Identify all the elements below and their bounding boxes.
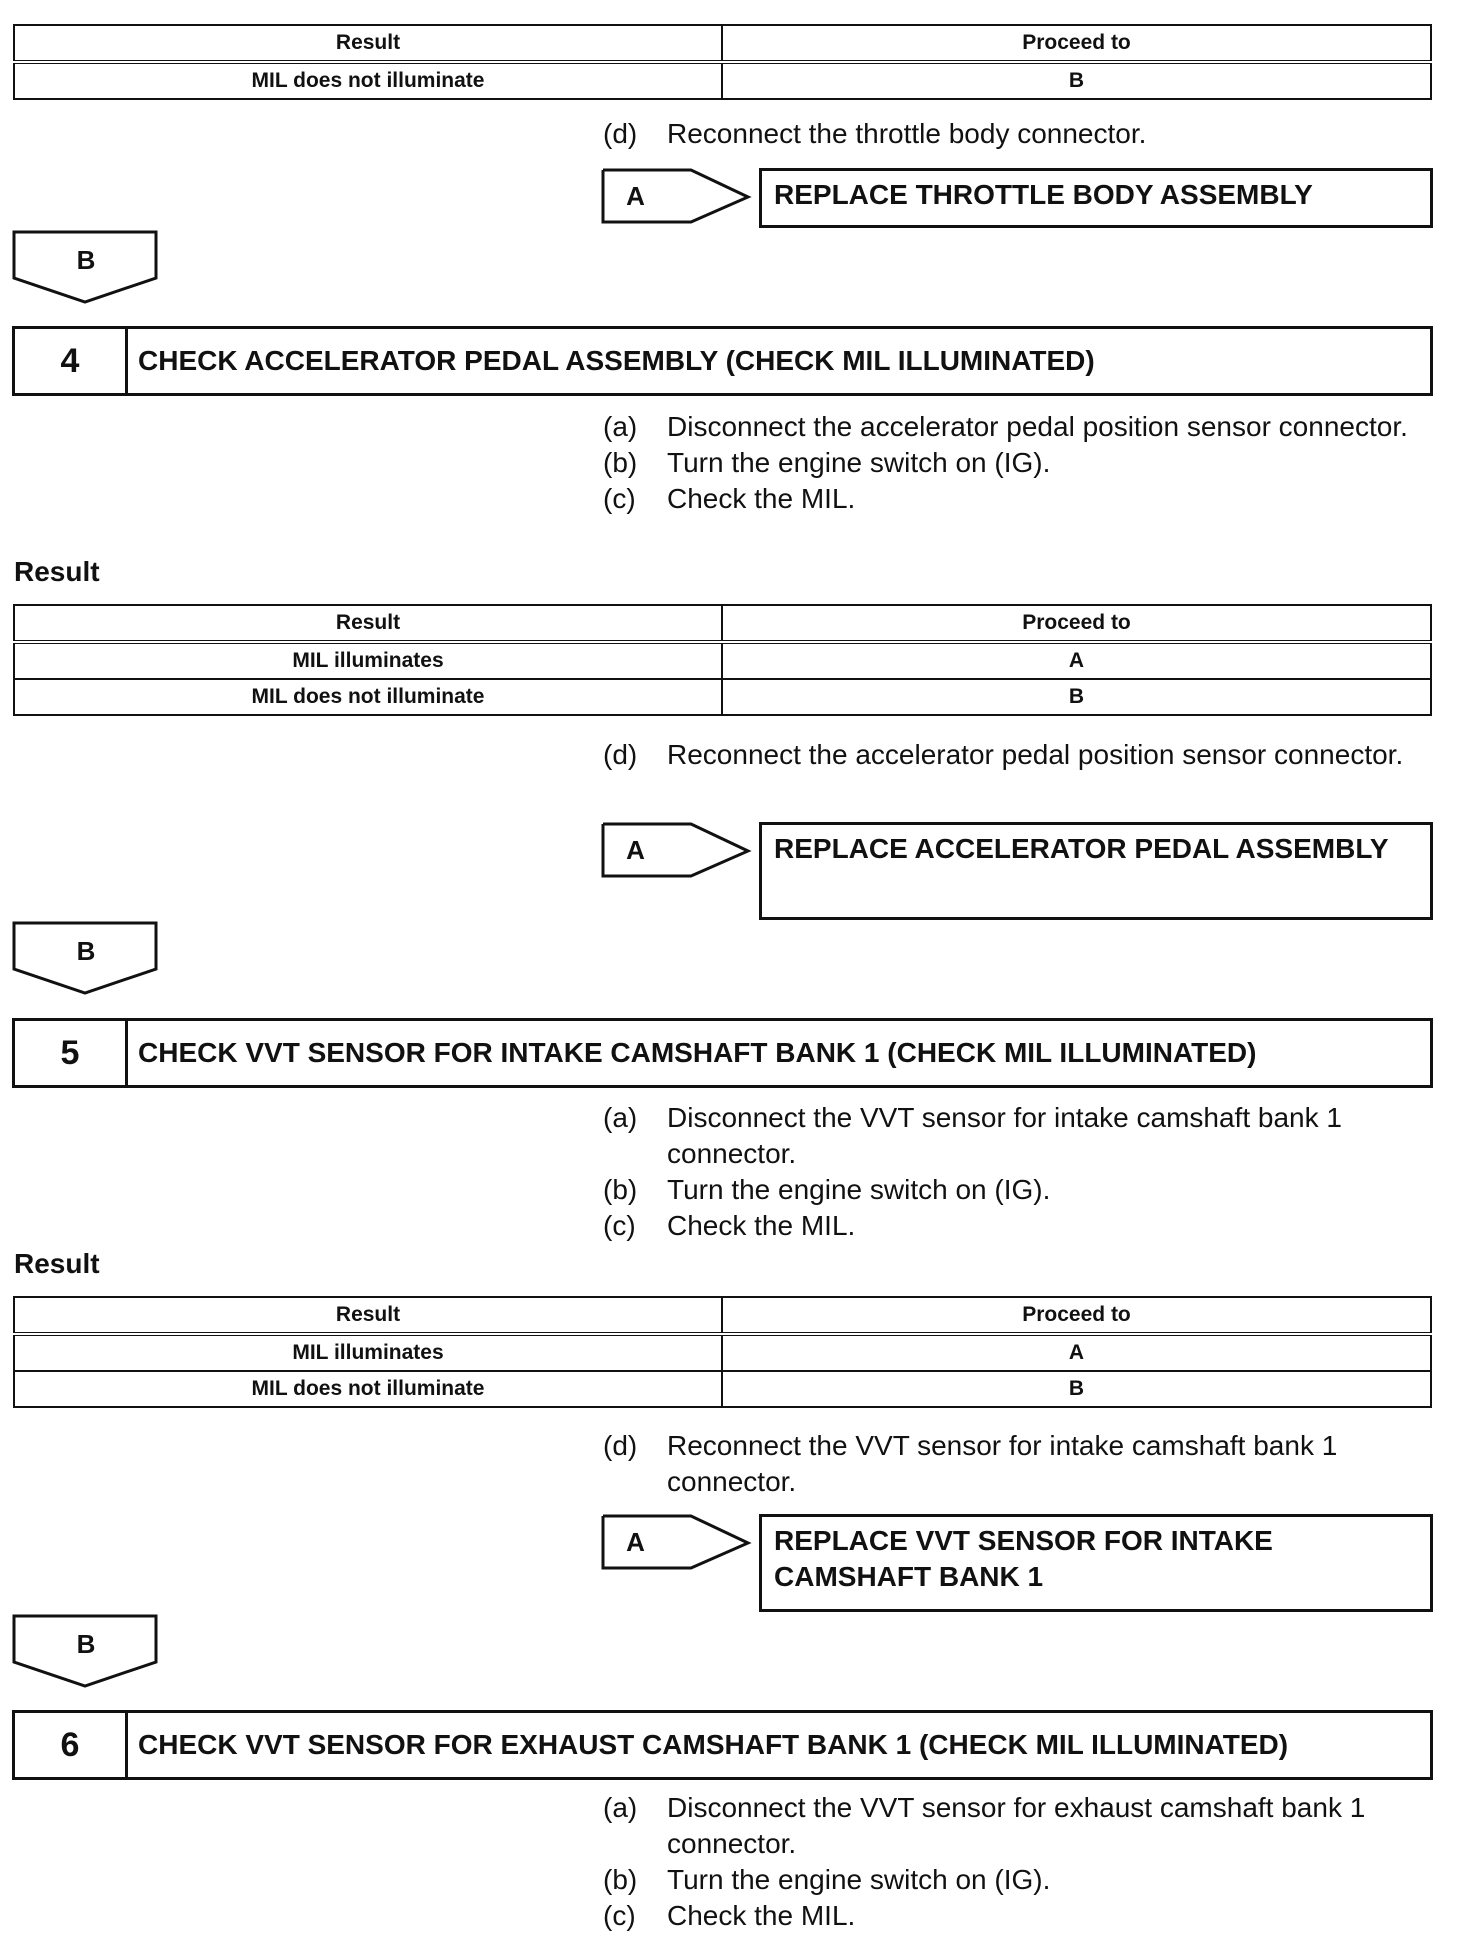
result-b-marker xyxy=(14,1616,158,1688)
result-table-sec4 xyxy=(13,604,1432,716)
result-b-marker xyxy=(14,923,158,995)
step-item xyxy=(603,1172,1433,1208)
replace-throttle-body-box: REPLACE THROTTLE BODY ASSEMBLY xyxy=(759,168,1433,228)
step-text: Check the MIL. xyxy=(667,483,856,514)
b-label: B xyxy=(76,1629,96,1659)
table-cell: B xyxy=(722,679,1431,715)
step-text: Turn the engine switch on (IG). xyxy=(667,1174,1051,1205)
step-text: Disconnect the VVT sensor for exhaust camshaft bank 1 connector. xyxy=(667,1792,1366,1859)
step-text: Turn the engine switch on (IG). xyxy=(667,447,1051,478)
table-cell: A xyxy=(722,642,1431,679)
section-header-6 xyxy=(12,1710,1433,1780)
step-item xyxy=(603,1790,1433,1862)
table-cell: MIL illuminates xyxy=(14,1334,722,1371)
step-label: (c) xyxy=(603,1210,636,1241)
step-item xyxy=(603,481,1433,517)
a-label: A xyxy=(626,835,645,865)
result-heading: Result xyxy=(14,556,100,587)
step-label: (d) xyxy=(603,118,638,149)
result-b-marker xyxy=(14,232,158,304)
step-label: (b) xyxy=(603,1174,638,1205)
section-header-5 xyxy=(12,1018,1433,1088)
table-header-proceed: Proceed to xyxy=(722,1297,1431,1334)
table-header-result: Result xyxy=(14,605,722,642)
step-label: (d) xyxy=(603,739,638,770)
step-text: Disconnect the accelerator pedal position sensor connector. xyxy=(667,411,1408,442)
table-header-proceed: Proceed to xyxy=(722,25,1431,62)
table-cell: MIL does not illuminate xyxy=(14,62,722,99)
step-label: (b) xyxy=(603,1864,638,1895)
step-text: Reconnect the throttle body connector. xyxy=(667,118,1147,149)
step-item xyxy=(603,1208,1433,1244)
step-item xyxy=(603,1898,1433,1934)
step-list-sec3-d xyxy=(603,116,1433,152)
step-text: Reconnect the accelerator pedal position sensor connector. xyxy=(667,739,1404,770)
replace-vvt-intake-box: REPLACE VVT SENSOR FOR INTAKE CAMSHAFT BANK 1 xyxy=(759,1514,1433,1612)
table-cell: B xyxy=(722,62,1431,99)
table-cell: B xyxy=(722,1371,1431,1407)
section-title: CHECK VVT SENSOR FOR INTAKE CAMSHAFT BANK 1 (CHECK MIL ILLUMINATED) xyxy=(138,1037,1257,1068)
b-label: B xyxy=(76,936,96,966)
step-list-sec4 xyxy=(603,409,1433,517)
step-text: Check the MIL. xyxy=(667,1900,856,1931)
step-label: (d) xyxy=(603,1430,638,1461)
table-header-result: Result xyxy=(14,25,722,62)
result-table-sec5 xyxy=(13,1296,1432,1408)
table-cell: A xyxy=(722,1334,1431,1371)
table-cell: MIL illuminates xyxy=(14,642,722,679)
step-label: (c) xyxy=(603,483,636,514)
table-row xyxy=(14,679,1431,715)
table-cell: MIL does not illuminate xyxy=(14,1371,722,1407)
table-header-proceed: Proceed to xyxy=(722,605,1431,642)
table-header-result: Result xyxy=(14,1297,722,1334)
step-label: (c) xyxy=(603,1900,636,1931)
replace-accelerator-pedal-box: REPLACE ACCELERATOR PEDAL ASSEMBLY xyxy=(759,822,1433,920)
step-text: Turn the engine switch on (IG). xyxy=(667,1864,1051,1895)
section-header-4 xyxy=(12,326,1433,396)
step-list-sec6 xyxy=(603,1790,1433,1934)
table-row xyxy=(14,1371,1431,1407)
result-table-sec3 xyxy=(13,24,1432,100)
step-item xyxy=(603,1428,1433,1500)
step-item xyxy=(603,1100,1433,1172)
step-list-sec4-d xyxy=(603,737,1433,773)
table-cell: MIL does not illuminate xyxy=(14,679,722,715)
section-number: 5 xyxy=(15,1021,128,1085)
section-number: 6 xyxy=(15,1713,128,1777)
step-label: (a) xyxy=(603,1792,638,1823)
step-text: Check the MIL. xyxy=(667,1210,856,1241)
step-label: (b) xyxy=(603,447,638,478)
a-label: A xyxy=(626,181,645,211)
a-label: A xyxy=(626,1527,645,1557)
table-row xyxy=(14,642,1431,679)
step-label: (a) xyxy=(603,1102,638,1133)
step-text: Disconnect the VVT sensor for intake camshaft bank 1 connector. xyxy=(667,1102,1342,1169)
step-list-sec5-d xyxy=(603,1428,1433,1500)
section-title: CHECK ACCELERATOR PEDAL ASSEMBLY (CHECK MIL ILLUMINATED) xyxy=(138,345,1095,376)
section-number: 4 xyxy=(15,329,128,393)
step-item xyxy=(603,737,1433,773)
table-row xyxy=(14,1334,1431,1371)
table-row xyxy=(14,62,1431,99)
step-item xyxy=(603,409,1433,445)
step-item xyxy=(603,116,1433,152)
step-item xyxy=(603,1862,1433,1898)
step-label: (a) xyxy=(603,411,638,442)
result-heading: Result xyxy=(14,1248,100,1279)
step-list-sec5 xyxy=(603,1100,1433,1244)
step-item xyxy=(603,445,1433,481)
b-label: B xyxy=(76,245,96,275)
step-text: Reconnect the VVT sensor for intake camshaft bank 1 connector. xyxy=(667,1430,1338,1497)
section-title: CHECK VVT SENSOR FOR EXHAUST CAMSHAFT BANK 1 (CHECK MIL ILLUMINATED) xyxy=(138,1729,1289,1760)
